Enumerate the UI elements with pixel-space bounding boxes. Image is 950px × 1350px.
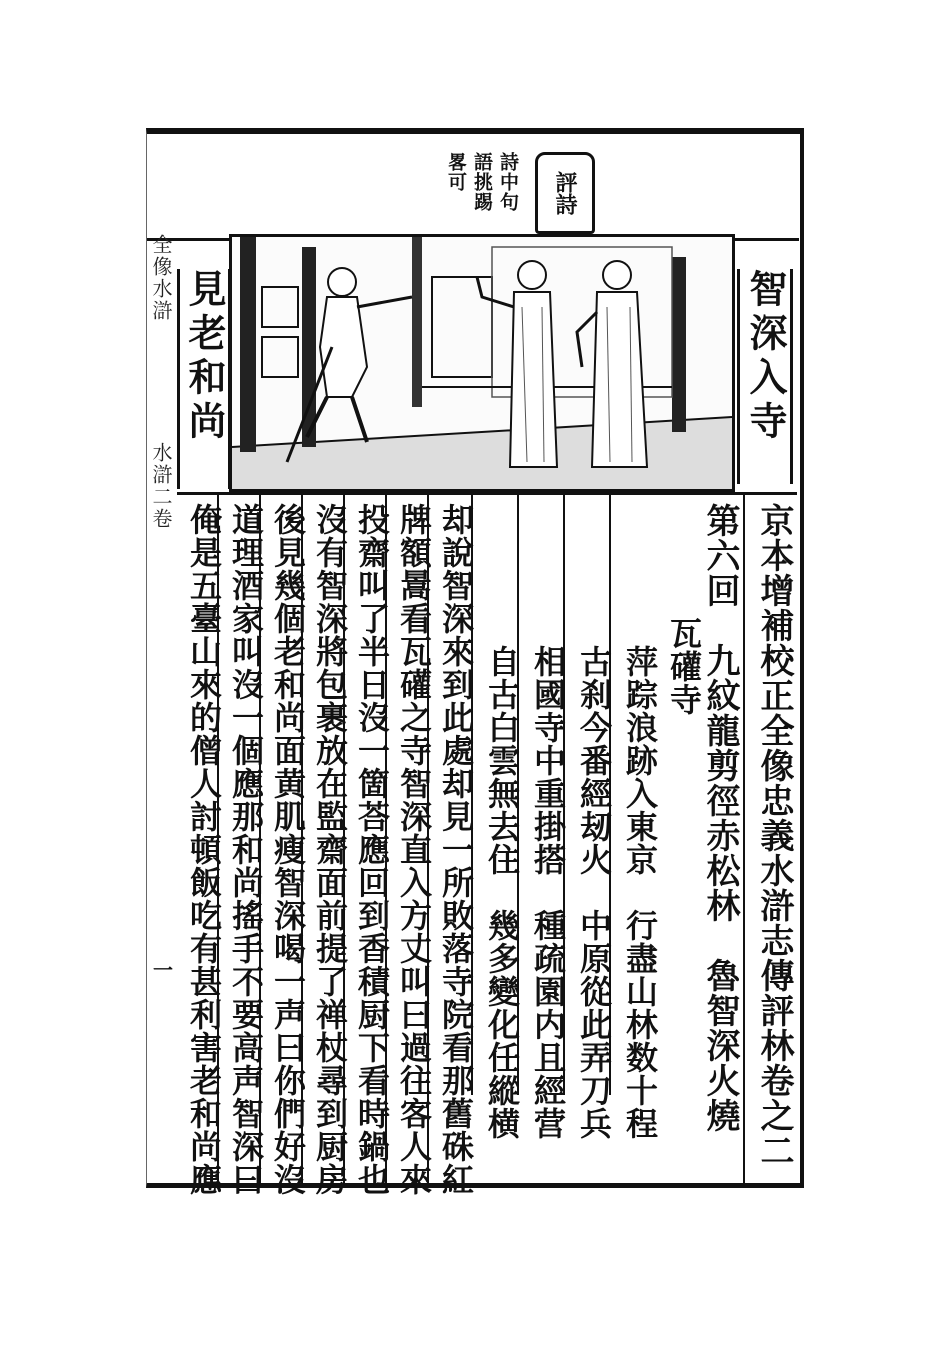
chapter-heading: 第六回 九紋龍剪徑赤松林 魯智深火燒 [700,503,740,1133]
book-page [146,128,804,1196]
commentary-line: 詩中句 [497,152,519,212]
poem-line: 萍踪浪跡入東京 行盡山林数十程 [621,645,659,1140]
commentary-label-box [535,152,595,234]
poem-line: 古刹今番經刼火 中原從此弄刀兵 [575,645,613,1140]
folio-number: 一 [153,958,173,982]
fore-edge-volume: 水滸二卷 [149,442,173,530]
commentary-line: 語挑踢 [471,152,493,212]
illustration-caption-right: 智深入寺 [737,269,793,484]
commentary-text [443,152,521,238]
prose-line: 牌額暠看瓦礶之寺智深直入方丈叫曰過往客人來 [395,503,433,1196]
woodcut-scene-icon [232,237,732,489]
prose-line: 道理酒家叫沒一個應那和尚搖手不要高声智深曰 [227,503,265,1196]
chapter-heading-cont: 瓦礶寺 [665,617,703,716]
commentary-line: 畧可 [445,152,467,192]
poem-line: 相國寺中重掛搭 種疏園内且經营 [529,645,567,1140]
illustration-caption-left: 見老和尚 [177,269,231,489]
prose-line: 投齋叫了半日沒一箇荅應回到香積厨下看時鍋也 [353,503,391,1196]
book-title-column: 京本增補校正全像忠義水滸志傳評林卷之二 [754,503,794,1168]
prose-line: 沒有智深將包裹放在監齋面前提了禅杖尋到厨房 [311,503,349,1196]
prose-line: 俺是五臺山來的僧人討頓飯吃有甚利害老和尚應 [185,503,223,1196]
text-body [177,492,797,1196]
commentary-label: 評詩 [552,171,578,215]
prose-line: 却說智深來到此處却見一所敗落寺院看那舊硃紅 [437,503,475,1196]
woodcut-illustration [229,234,735,492]
poem-line: 自古白雲無去住 幾多變化任縱横 [483,645,521,1140]
fore-edge-margin [147,234,175,654]
prose-line: 後見幾個老和尚面黄肌瘦智深喝一声曰你們好沒 [269,503,307,1196]
commentary-band [147,142,799,241]
fore-edge-title: 全像水滸 [149,234,173,322]
